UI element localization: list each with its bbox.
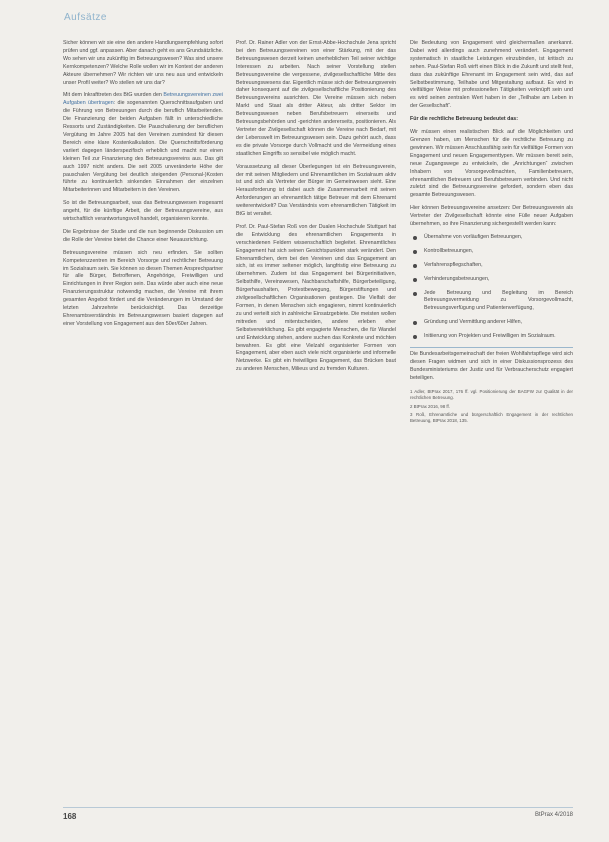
list-item: Initiierung von Projekten und Freiwilligen im Sozialraum. (410, 333, 573, 341)
paragraph: Die Bundesarbeitsgemeinschaft der freien Wohlfahrtspflege wird sich diesen Fragen widmen und sich in einer Diskussionsprozess des Bundesministeriums der Justiz und für Verbraucherschutz engagiert beteiligen. (410, 347, 573, 383)
paragraph: Hier können Betreuungsvereine ansetzen: Der Betreuungsverein als Vertreter der Zivilgesellschaft könnte eine Fülle neuer Aufgaben übernehmen, so ihre Finanzierung sichergestellt werden kann: (410, 205, 573, 228)
paragraph: Voraussetzung all dieser Überlegungen ist ein Betreuungsverein, der mit seinen Mitgliedern und Ehrenamtlichen im Sozialraum aktiv ist und sich als Vertreter der Bürger im Gemeinwesen sieht. Eine Herausforderung ist dabei auch die Zusammenarbeit mit seinen Anforderungen an ehrenamtlich tätige Betreuer mit dem Ehrenamt weiterentwickelt? Das Verständnis vom ehrenamtlichen Tätigkeit im BtG ist veraltet. (236, 163, 396, 218)
lead-in: Für die rechtliche Betreuung bedeutet das: (410, 116, 519, 123)
paragraph: Die Ergebnisse der Studie und die nun beginnende Diskussion um die Rolle der Vereine bietet die Chance einer Neuausrichtung. (63, 228, 223, 243)
list-item: Gründung und Vermittlung anderer Hilfen, (410, 319, 573, 327)
paragraph: Betreuungsvereine müssen sich neu erfinden. Sie sollten Kompetenzzentren im Bereich Vorsorge und rechtlicher Betreuung im Sozialraum sein. Sie können so diesen Themen Ansprechpartner für alle Bürger, Betroffenen, Angehörige, Freiwilligen und Einrichtungen in ihrer Region sein. Das würde aber auch eine neue Finanzierungsstruktur notwendig machen, die Vereine mit ihrem gesamten Angebot fördert und die Veränderungen im Umstand der letzten Jahrzehnte berücksichtigt. Das derzeitige Ehrenamtsverständnis im Betreuungswesen basiert dagegen auf einer Vorstellung von Engagement aus den 50er/60er Jahren. (63, 249, 223, 327)
paragraph: So ist die Betreuungsarbeit, was das Betreuungswesen insgesamt angeht, für die künftige Arbeit, die der Betreuungsvereine, aus wirtschaftlich verantwortungsvoll handelt, organisieren konnte. (63, 200, 223, 223)
footer-divider (63, 807, 573, 808)
footnote: 1 Adler, BtPrax 2017, 176 ff. vgl. Positionierung der BAGFW zur Qualität in der rechtlichen Betreuung. (410, 388, 573, 401)
column-3 (410, 40, 573, 427)
paragraph: Mit dem Inkrafttreten des BtG wurden den Betreuungsvereinen zwei Aufgaben übertragen: die sogenannten Querschnittsaufgaben und die Führung von Betreuungen durch die beruflich Mitarbeitenden. Die Finanzierung der beiden Aufgaben fällt in unterschiedliche Ressorts und Zuständigkeiten. Die Pauschalierung der beruflichen Vergütung im Jahre 2005 hat den Vereinen zumindest für diesen Bereich eine klare Kostenkalkulation. Die Querschnittsförderung variiert dagegen länderspezifisch erheblich und macht nur einen kleinen Teil zur Finanzierung des Betreuungsvereins aus. Das gilt auch 1997 nicht anders. Die seit 2005 unveränderte Höhe der pauschalen Vergütung bei deutlich steigenden (Personal-)Kosten führte zu kontinuierlich sinkenden Einnahmen der einzelnen Mitarbeiterinnen und Mitarbeitern in den Vereinen. (63, 92, 223, 194)
list-item: Verfahrenspflegschaften, (410, 262, 573, 270)
bullet-list (410, 234, 573, 341)
page-number: 168 (63, 812, 77, 821)
paragraph: Wir müssen einen realistischen Blick auf die Möglichkeiten und Grenzen haben, um Menschen für die rechtliche Betreuung zu gewinnen. Wir müssen Anschlussfähig sein für vielfältige Formen von Engagement und neuen Engagementtypen. Wir müssen bereit sein, neue Zugangswege zu entwickeln, die „Anrichtungen“ zwischen Inhabern von Vorsorgevollmachten, Familienbetreuern, ehrenamtlichen Betreuern und Berufsbetreuern verbinden. Und nicht zuletzt sind die Betreuungsvereine gefordert, sondern eben das gesamte Betreuungswesen. (410, 129, 573, 199)
section-label: Aufsätze (64, 12, 107, 23)
list-item: Übernahme von vorläufigen Betreuungen, (410, 234, 573, 242)
paragraph: Prof. Dr. Rainer Adler von der Ernst-Abbe-Hochschule Jena spricht bei den Betreuungsvereinen von einer Stärkung, mit der das Betreuungswesen derzeit keinen unerheblichen Teil seiner wichtige Interessen zu arbeiten. Nach seiner Vorstellung stellen Betreuungsvereine die vergessene, zivilgesellschaftliche Mitte des Betreuungswesens dar. Eigentlich müsse sich der Betreuungsverein daher konsequent auf die zivilgesellschaftliche Positionierung des Betreuungsvereins ausrichten. Die Vereine müssen sich neben Markt und Staat als dritter Akteur, als dritter Sektor im Betreuungswesen neben Berufsbetreuern einerseits und Betreuungsbehörden und -gerichten andererseits, positionieren. Als Vertreter der Zivilgesellschaft können die Vereine nach Bedarf, mit der Lebenswelt im Betreuungswesen sein. Dazu gehört auch, dass es die private Vorsorge durch Vollmacht und die Vermeidung eines staatlichen Eingriffs so sensibel wie möglich macht. (236, 40, 396, 157)
column-2 (236, 40, 396, 379)
paragraph: Prof. Dr. Paul-Stefan Roß von der Dualen Hochschule Stuttgart hat die Entwicklung des ehrenamtlichen Engagements in verschiedenen Feldern wissenschaftlich begleitet. Ehrenamtliches Engagement hat sich seinen Gesichtspunkten stark verändert. Den Ehrenamtlichen, dem bei den Vereinen und das Engagement an sich, ist es immer seltener möglich, langfristig eine Betreuung zu übernehmen. Zudem ist das Engagement bei Bürgerinitiativen, Selbsthilfe, Vereinswesen, Nachbarschaftshilfe, Bürgerbeteiligung, Bürgerhaushalten, Protestbewegung, Bürgerstiftungen und zivilgesellschaftlichen Organisationen gestiegen. Die Vielfalt der Formen, in denen Menschen sich engagieren, nimmt kontinuierlich zu und verteilt sich in zahlreiche Einsatzgebiete. Die meisten wollen mitreden und mitentscheiden, andere erleben eher Selbstverwirklichung. Es gibt engagierte Menschen, die für Wandel und Entwicklung stehen, andere suchen das Konkrete und möchten bewahren. Es gibt eine Vielzahl organisierter Formen von Engagement, aber eben auch viele nicht organisierte und informelle Netzwerke. Es gibt ein freiwilliges Engagement, das Brücken baut zu anderen Menschen, Milieus und zu fremden Kulturen. (236, 223, 396, 373)
footnote: 3 Roß, Ehrenamtliche und bürgerschaftlich Engagement in der rechtlichen Betreuung, BtPrax 2018, 135. (410, 411, 573, 424)
paragraph: Sicher können wir sie eine den andere Handlungsempfehlung sofort prüfen und ggf. anpassen. Aber danach geht es ans Grundsätzliche. Wo sehen wir uns zukünftig im Betreuungswesen? Was sind unsere Kernkompetenzen? Welche Rolle wollen wir im Kontext der anderen Akteure übernehmen? Wir richten wir uns neu aus und entwickeln unser Profil weiter? Wo stellen wir uns dar? (63, 40, 223, 86)
list-item: Jede Betreuung und Begleitung im Bereich Betreuungsvermeidung zu Vorsorgevollmacht, Betreuungsverfügung und Patientenverfügung, (410, 290, 573, 314)
list-item: Verhinderungsbetreuungen, (410, 276, 573, 284)
footnotes (410, 389, 573, 425)
journal-name: BtPrax 4/2018 (534, 812, 573, 818)
paragraph: Die Bedeutung von Engagement wird gleichermaßen anerkannt. Dabei wird allerdings auch zunehmend verändert. Engagement systematisch in staatliche Leistungen einzubinden, ist kritisch zu sehen. Paul-Stefan Roß wirft einen Blick in die Zukunft und stellt fest, dass das zukünftige Ehrenamt im Engagement sein wird, das auf Selbstbestimmung, Teilhabe und Mitgestaltung aufbaut. Es wird in vielfältiger Weise mit professionellen Tätigkeiten verknüpft sein und es wird seinen zentralen Wert haben in der „Teilhabe am Leben in der Gesellschaft“. (410, 40, 573, 110)
list-item: Kontrollbetreuungen, (410, 248, 573, 256)
footnote: 2 BtPrax 2016, 98 ff. (410, 403, 450, 409)
column-1 (63, 40, 223, 334)
